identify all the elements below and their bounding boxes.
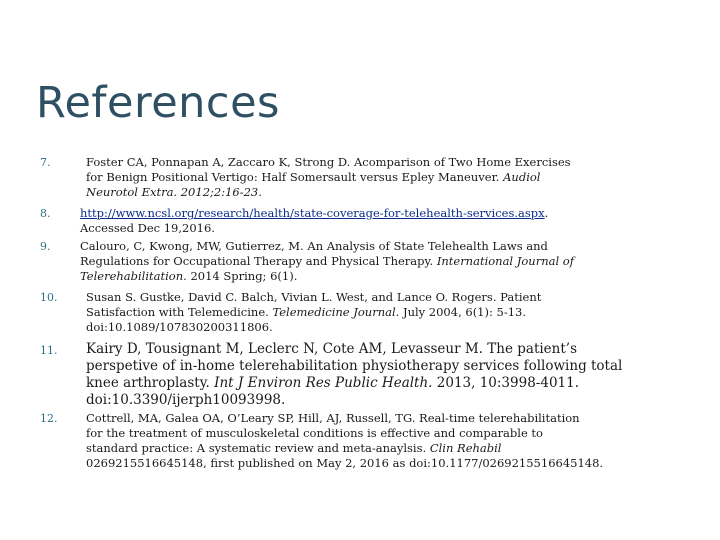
reference-line: Cottrell, MA, Galea OA, O’Leary SP, Hill, AJ, Russell, TG. Real-time telerehabilitation <box>86 411 580 425</box>
reference-line: Neurotol Extra. 2012;2:16-23. <box>86 185 262 199</box>
reference-line: for Benign Positional Vertigo: Half Somersault versus Epley Maneuver. Audiol <box>86 170 541 184</box>
reference-line: doi:10.3390/ijerph10093998. <box>86 392 286 408</box>
reference-number: 11. <box>40 344 58 357</box>
reference-line: knee arthroplasty. Int J Environ Res Public Health. 2013, 10:3998-4011. <box>86 375 579 391</box>
reference-line: Kairy D, Tousignant M, Leclerc N, Cote AM, Levasseur M. The patient’s <box>86 341 578 357</box>
reference-number: 12. <box>40 412 58 425</box>
reference-line: Satisfaction with Telemedicine. Telemedicine Journal. July 2004, 6(1): 5-13. <box>86 305 527 319</box>
reference-link[interactable]: http://www.ncsl.org/research/health/state-coverage-for-telehealth-services.aspx <box>80 206 545 220</box>
reference-number: 8. <box>40 207 51 220</box>
reference-text <box>80 239 680 284</box>
reference-line: 0269215516645148, first published on May 2, 2016 as doi:10.1177/0269215516645148. <box>86 456 604 470</box>
reference-text <box>86 290 686 335</box>
reference-line: Susan S. Gustke, David C. Balch, Vivian L. West, and Lance O. Rogers. Patient <box>86 290 542 304</box>
reference-text <box>86 155 686 200</box>
reference-line: Accessed Dec 19,2016. <box>80 221 215 235</box>
page-title: References <box>36 78 280 128</box>
reference-number: 7. <box>40 156 51 169</box>
reference-text: http://www.ncsl.org/research/health/state-coverage-for-telehealth-services.aspx. Accessed Dec 19,2016. <box>80 206 680 236</box>
reference-text <box>86 341 686 409</box>
reference-line: standard practice: A systematic review and meta-anaylsis. Clin Rehabil <box>86 441 502 455</box>
reference-line: Regulations for Occupational Therapy and Physical Therapy. International Journal of <box>80 254 574 268</box>
reference-line: Foster CA, Ponnapan A, Zaccaro K, Strong D. Acomparison of Two Home Exercises <box>86 155 571 169</box>
reference-line: doi:10.1089/107830200311806. <box>86 320 273 334</box>
reference-line: for the treatment of musculoskeletal conditions is effective and comparable to <box>86 426 543 440</box>
reference-number: 10. <box>40 291 58 304</box>
reference-line: Calouro, C, Kwong, MW, Gutierrez, M. An Analysis of State Telehealth Laws and <box>80 239 548 253</box>
reference-line: perspetive of in-home telerehabilitation physiotherapy services following total <box>86 358 623 374</box>
reference-line: Telerehabilitation. 2014 Spring; 6(1). <box>80 269 298 283</box>
reference-text <box>86 411 686 471</box>
reference-number: 9. <box>40 240 51 253</box>
